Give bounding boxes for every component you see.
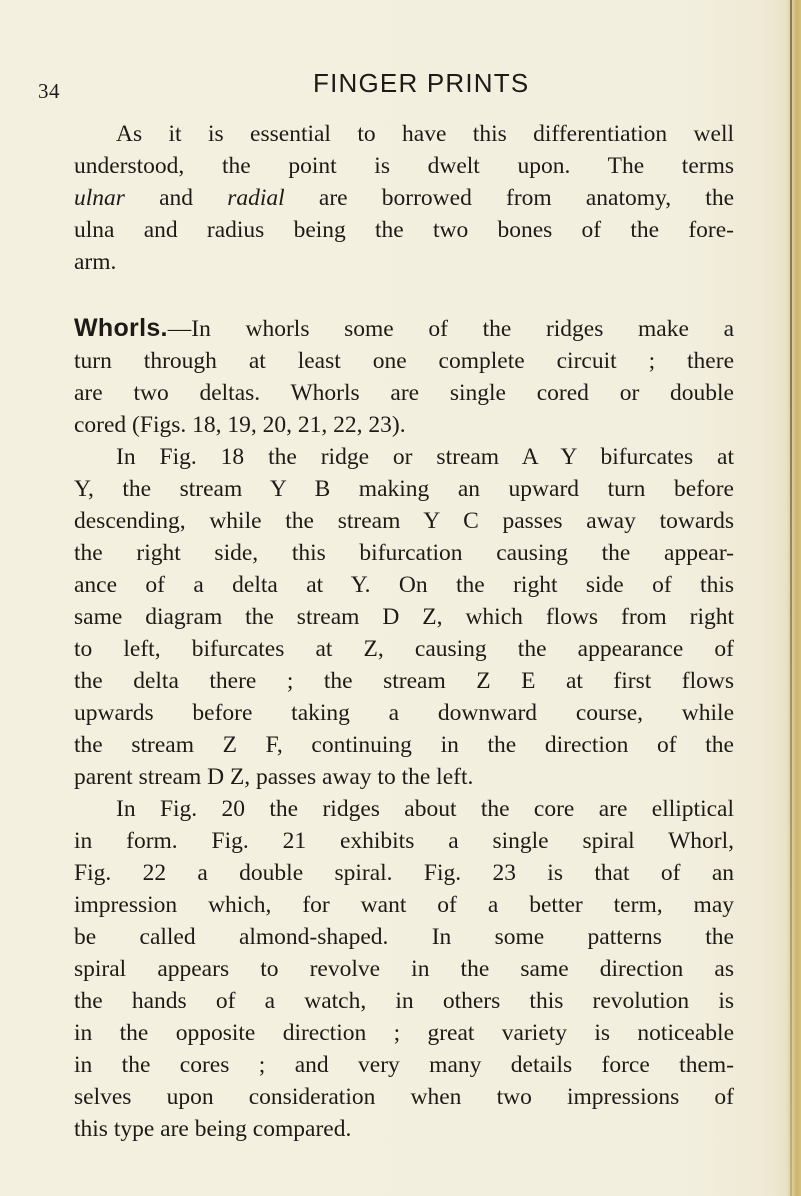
text-line: ance of a delta at Y. On the right side of this bbox=[74, 572, 734, 598]
running-title: FINGER PRINTS bbox=[313, 68, 530, 98]
text-line: arm. bbox=[74, 249, 117, 275]
text-line: turn through at least one complete circuit ; there bbox=[74, 348, 734, 374]
text-line: descending, while the stream Y C passes away towards bbox=[74, 508, 734, 534]
text-line: to left, bifurcates at Z, causing the appearance of bbox=[74, 636, 734, 662]
section-heading-whorls: Whorls. bbox=[74, 314, 168, 342]
text-line: the right side, this bifurcation causing the appear- bbox=[74, 540, 734, 566]
paragraph-differentiation bbox=[74, 118, 734, 278]
text-line: Y, the stream Y B making an upward turn before bbox=[74, 476, 734, 502]
text-line: As it is essential to have this differentiation well bbox=[116, 121, 734, 147]
text-line bbox=[74, 312, 734, 345]
text-line: Fig. 22 a double spiral. Fig. 23 is that of an bbox=[74, 860, 734, 886]
text-line bbox=[74, 182, 734, 214]
text-line: In Fig. 18 the ridge or stream A Y bifurcates at bbox=[116, 444, 734, 470]
page-number: 34 bbox=[38, 79, 60, 103]
line-rest: are borrowed from anatomy, the bbox=[318, 185, 735, 211]
text-line: in form. Fig. 21 exhibits a single spiral Whorl, bbox=[74, 828, 734, 854]
binding-shadow bbox=[790, 0, 792, 1196]
text-line: the hands of a watch, in others this revolution is bbox=[74, 988, 734, 1014]
text-line: parent stream D Z, passes away to the left. bbox=[74, 764, 474, 790]
line-rest: —In whorls some of the ridges make a bbox=[167, 316, 734, 342]
text-line: same diagram the stream D Z, which flows from right bbox=[74, 604, 734, 630]
text-line: in the cores ; and very many details force them- bbox=[74, 1052, 734, 1078]
body-text bbox=[74, 118, 734, 1145]
text-line: In Fig. 20 the ridges about the core are elliptical bbox=[116, 796, 734, 822]
paragraph-fig-20-23 bbox=[74, 793, 734, 1145]
text-line: understood, the point is dwelt upon. The terms bbox=[74, 153, 734, 179]
text-line: the stream Z F, continuing in the direction of the bbox=[74, 732, 734, 758]
text-line: selves upon consideration when two impressions of bbox=[74, 1084, 734, 1110]
text-line: ulna and radius being the two bones of the fore- bbox=[74, 217, 734, 243]
term-radial: radial bbox=[227, 185, 285, 211]
text-line: this type are being compared. bbox=[74, 1116, 352, 1142]
text-line: impression which, for want of a better term, may bbox=[74, 892, 734, 918]
text-line: are two deltas. Whorls are single cored or double bbox=[74, 380, 734, 406]
text-line: upwards before taking a downward course, while bbox=[74, 700, 734, 726]
text-line: spiral appears to revolve in the same direction as bbox=[74, 956, 734, 982]
paragraph-whorls bbox=[74, 312, 734, 441]
section-gap bbox=[74, 278, 734, 312]
connector-and: and bbox=[159, 185, 194, 211]
text-line: cored (Figs. 18, 19, 20, 21, 22, 23). bbox=[74, 412, 406, 438]
term-ulnar: ulnar bbox=[74, 185, 125, 211]
running-head bbox=[0, 63, 801, 103]
text-line: in the opposite direction ; great variety is noticeable bbox=[74, 1020, 734, 1046]
paragraph-fig-18 bbox=[74, 441, 734, 793]
text-line: be called almond-shaped. In some patterns the bbox=[74, 924, 734, 950]
text-line: the delta there ; the stream Z E at first flows bbox=[74, 668, 734, 694]
